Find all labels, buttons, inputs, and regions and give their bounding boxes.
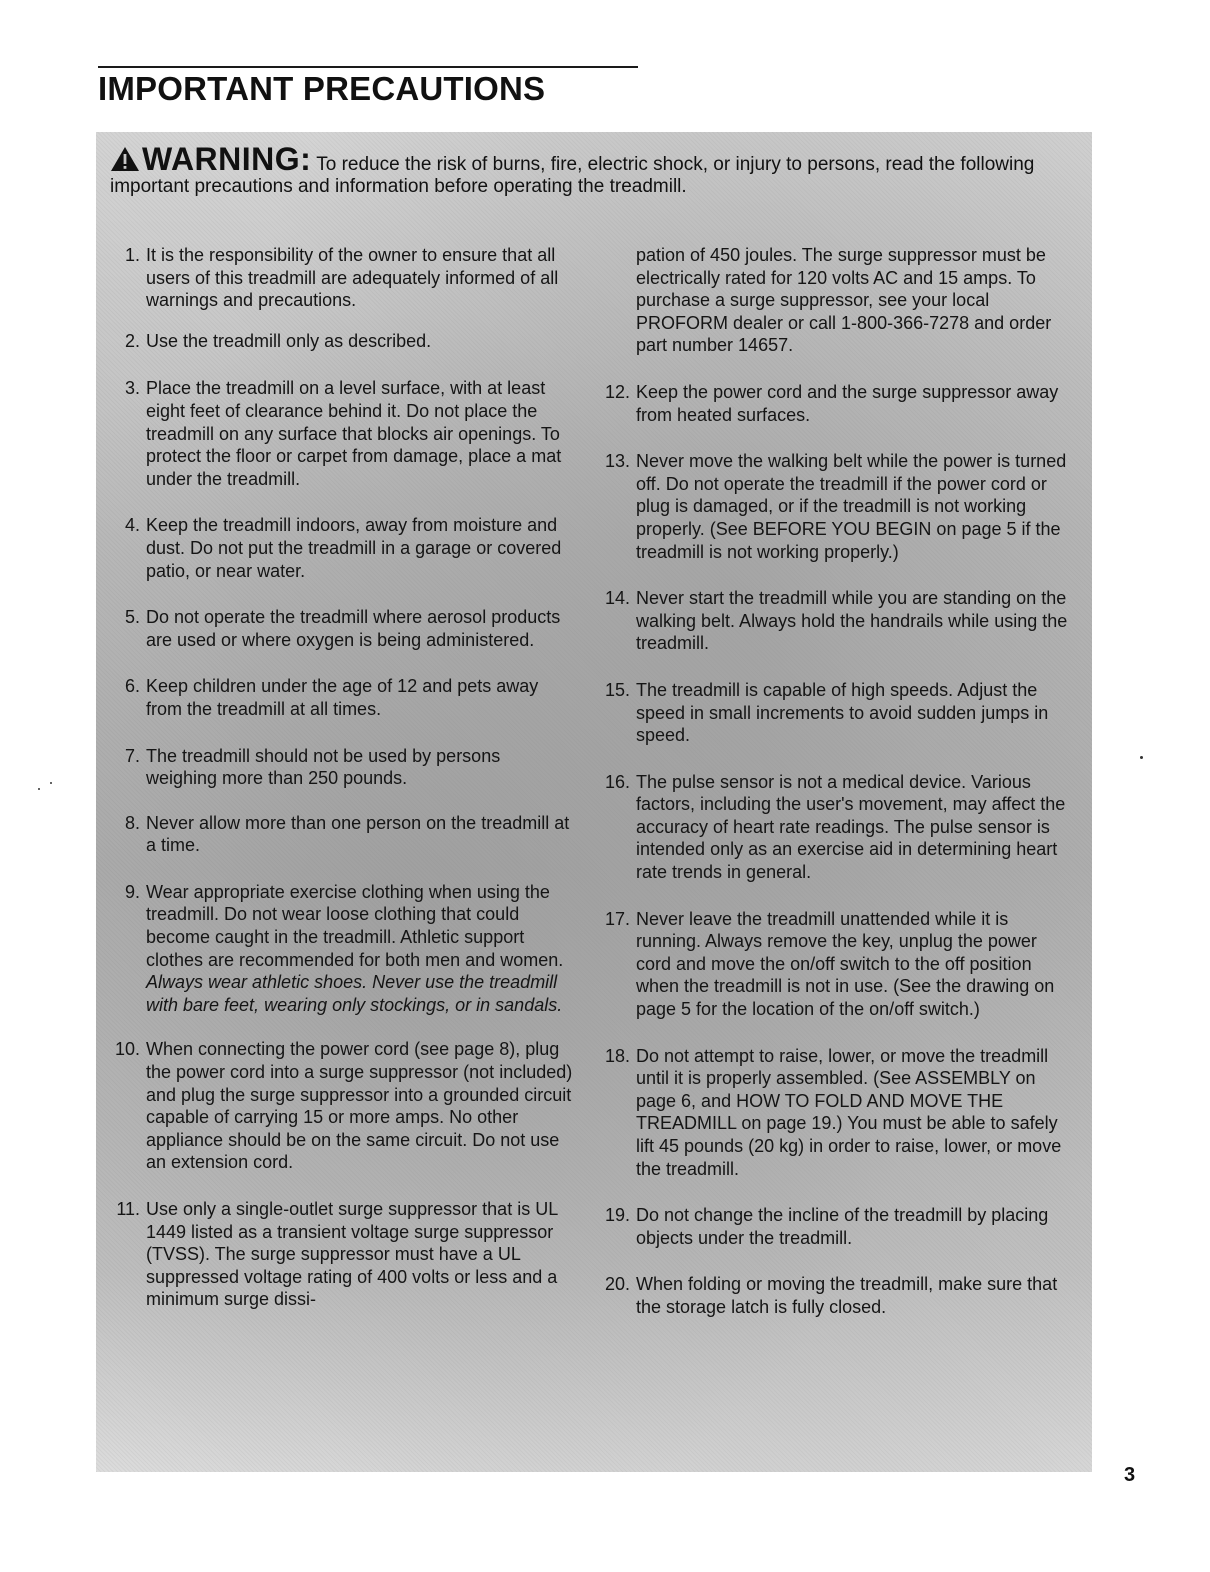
precaution-item xyxy=(596,908,1070,1021)
title-rule xyxy=(98,66,638,68)
item-text: Never leave the treadmill unattended while it is running. Always remove the key, unplug the power cord and move the on/off switch to the off position when the treadmill is not in use. (See the drawing on page 5 for the location of the on/off switch.) xyxy=(636,908,1055,1020)
precaution-item xyxy=(106,330,574,353)
item-number: 2. xyxy=(124,330,140,351)
precaution-item xyxy=(106,812,574,857)
scan-speck xyxy=(50,782,52,784)
item-number: 10. xyxy=(114,1039,140,1060)
item-number: 6. xyxy=(124,676,140,697)
item-text: Keep the power cord and the surge suppressor away from heated surfaces. xyxy=(636,381,1059,425)
item-text: Do not attempt to raise, lower, or move the treadmill until it is properly assembled. (See ASSEMBLY on page 6, and HOW TO FOLD AND MOVE THE TREADMILL on page 19.) You must be able to safely lift 45 pounds (20 kg) in order to raise, lower, or move the treadmill. xyxy=(636,1045,1062,1179)
item-text: When folding or moving the treadmill, make sure that the storage latch is fully closed. xyxy=(636,1274,1058,1317)
item-text: The treadmill is capable of high speeds. Adjust the speed in small increments to avoid sudden jumps in speed. xyxy=(636,679,1049,746)
warning-text: To reduce the risk of burns, fire, electric shock, or injury to persons, read the following important precautions and information before operating the treadmill. xyxy=(110,154,1035,197)
item-text: Never start the treadmill while you are standing on the walking belt. Always hold the handrails while using the treadmill. xyxy=(636,588,1068,654)
item-number: 19. xyxy=(604,1205,630,1226)
item-text: Keep children under the age of 12 and pets away from the treadmill at all times. xyxy=(146,676,539,719)
item-number: 8. xyxy=(124,812,140,833)
item-number: 3. xyxy=(124,378,140,399)
precaution-item xyxy=(106,514,574,582)
item-number: 20. xyxy=(604,1274,630,1295)
item-number: 11. xyxy=(116,1199,140,1219)
item-text: Use the treadmill only as described. xyxy=(146,330,432,351)
item-number: 15. xyxy=(604,679,630,700)
item-number: 12. xyxy=(604,381,630,402)
item-text: Do not change the incline of the treadmill by placing objects under the treadmill. xyxy=(636,1205,1049,1248)
precautions-panel xyxy=(96,132,1092,1472)
item-text: The treadmill should not be used by persons weighing more than 250 pounds. xyxy=(146,745,501,789)
precaution-item xyxy=(106,1038,574,1174)
precaution-item xyxy=(596,771,1070,884)
right-column xyxy=(596,244,1070,1319)
item-emphasis: Always wear athletic shoes. Never use the treadmill with bare feet, wearing only stockings, or in sandals. xyxy=(146,972,563,1015)
precaution-item xyxy=(106,244,574,312)
precaution-item xyxy=(106,881,574,1017)
item-text: Wear appropriate exercise clothing when using the treadmill. Do not wear loose clothing that could become caught in the treadmill. Athletic support clothes are recommended for both men and women. xyxy=(146,881,564,970)
item-number: 18. xyxy=(604,1045,630,1066)
page-title: IMPORTANT PRECAUTIONS xyxy=(98,70,546,107)
left-column xyxy=(106,244,574,1311)
item-number: 16. xyxy=(604,771,630,792)
item-number: 1. xyxy=(124,245,140,265)
precaution-item xyxy=(596,450,1070,563)
item-number: 9. xyxy=(124,881,140,902)
precaution-item xyxy=(106,675,574,720)
scan-speck xyxy=(38,788,40,790)
precaution-item xyxy=(106,606,574,651)
item-text: Keep the treadmill indoors, away from moisture and dust. Do not put the treadmill in a garage or covered patio, or near water. xyxy=(146,515,562,581)
item-text: The pulse sensor is not a medical device. Various factors, including the user's movement, may affect the accuracy of heart rate readings. The pulse sensor is intended only as an exercise aid in determining heart rate trends in general. xyxy=(636,771,1066,883)
precaution-item xyxy=(106,377,574,490)
item-text: Never move the walking belt while the power is turned off. Do not operate the treadmill if the power cord or plug is damaged, or if the treadmill is not working properly. (See BEFORE YOU BEGIN on page 5 if the treadmill is not working properly.) xyxy=(636,451,1067,562)
precaution-item xyxy=(596,1273,1070,1318)
precaution-item xyxy=(596,1204,1070,1249)
page-number: 3 xyxy=(1124,1464,1136,1486)
item-number: 17. xyxy=(604,908,630,929)
item-number: 5. xyxy=(124,607,140,628)
item-number: 4. xyxy=(124,515,140,536)
item-text: Do not operate the treadmill where aerosol products are used or where oxygen is being administered. xyxy=(146,607,561,650)
item-number: 7. xyxy=(124,745,140,766)
precaution-item xyxy=(596,679,1070,747)
item-text: When connecting the power cord (see page 8), plug the power cord into a surge suppressor (not included) and plug the surge suppressor into a grounded circuit capable of carrying 15 or more amps. No other appliance should be on the same circuit. Do not use an extension cord. xyxy=(146,1039,573,1173)
item-text: It is the responsibility of the owner to ensure that all users of this treadmill are adequately informed of all warnings and precautions. xyxy=(146,245,559,311)
warning-label: WARNING: xyxy=(142,141,312,177)
warning-block xyxy=(110,141,1076,198)
warning-triangle-icon xyxy=(110,146,140,172)
precaution-item xyxy=(596,587,1070,655)
precaution-item xyxy=(596,381,1070,426)
item-continuation: pation of 450 joules. The surge suppressor must be electrically rated for 120 volts AC and 15 amps. To purchase a surge suppressor, see your local PROFORM dealer or call 1-800-366-7278 and order part number 14657. xyxy=(636,245,1052,356)
item-text: Use only a single-outlet surge suppressor that is UL 1449 listed as a transient voltage surge suppressor (TVSS). The surge suppressor must have a UL suppressed voltage rating of 400 volts or less and a minimum surge dissi- xyxy=(146,1199,558,1310)
item-number: 14. xyxy=(604,588,630,609)
scan-speck xyxy=(1140,756,1143,759)
item-text: Place the treadmill on a level surface, with at least eight feet of clearance behind it. Do not place the treadmill on any surface that blocks air openings. To protect the floor or carpet from damage, place a mat under the treadmill. xyxy=(146,378,562,489)
item-number: 13. xyxy=(604,451,630,472)
precaution-item xyxy=(596,1045,1070,1181)
precaution-item xyxy=(106,745,574,790)
item-text: Never allow more than one person on the treadmill at a time. xyxy=(146,812,570,856)
precaution-item xyxy=(106,1198,574,1311)
